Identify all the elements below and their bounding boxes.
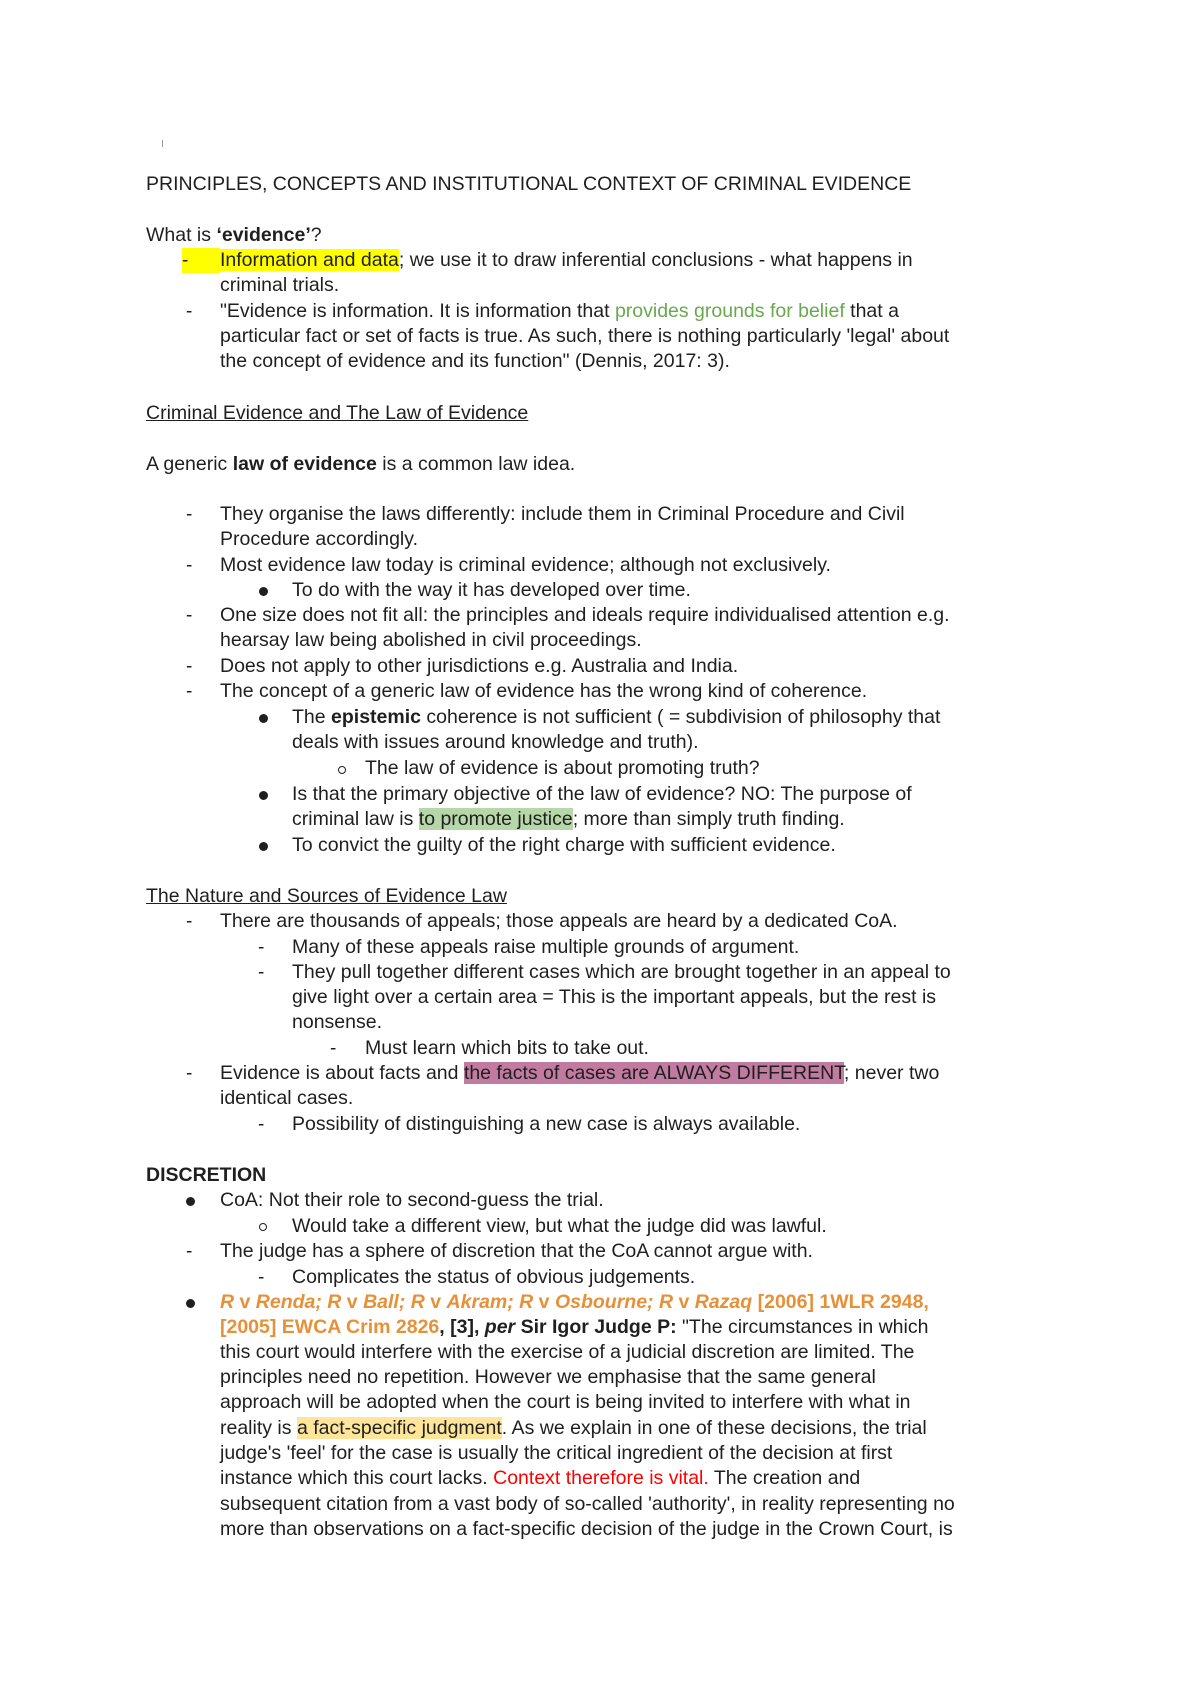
list-item: The concept of a generic law of evidence has the wrong kind of coherence. <box>220 680 868 702</box>
bullet-dash: - <box>186 656 193 677</box>
sub-list-item: Would take a different view, but what the judge did was lawful. <box>292 1215 827 1237</box>
quote-text: instance which this court lacks. <box>220 1467 494 1489</box>
bold-term: epistemic <box>331 706 421 728</box>
quote-text: . As we explain in one of these decisions, the trial <box>501 1417 927 1439</box>
bullet-dash: - <box>186 555 193 576</box>
paragraph <box>146 452 575 477</box>
question-term: ‘evidence’ <box>216 224 311 246</box>
list-item-continuation: the concept of evidence and its function" (Dennis, 2017: 3). <box>220 350 730 372</box>
case-name: Osbourne; <box>554 1291 659 1313</box>
bullet-dash: - <box>258 1114 265 1135</box>
margin-mark <box>162 140 163 147</box>
case-name: Razaq <box>694 1291 753 1313</box>
sub-list-item: To do with the way it has developed over time. <box>292 579 691 601</box>
list-item-continuation: identical cases. <box>220 1087 354 1109</box>
list-item <box>220 299 899 324</box>
section-heading: Criminal Evidence and The Law of Evidence <box>146 402 529 424</box>
quote-line <box>220 1466 860 1491</box>
paragraph-text: is a common law idea. <box>376 453 576 475</box>
document-title: PRINCIPLES, CONCEPTS AND INSTITUTIONAL CONTEXT OF CRIMINAL EVIDENCE <box>146 173 912 195</box>
quote-text: "The circumstances in which <box>676 1316 929 1338</box>
bullet-dash: - <box>186 911 193 932</box>
quote-line: more than observations on a fact-specific decision of the judge in the Crown Court, is <box>220 1518 953 1540</box>
case-name: Renda; <box>255 1291 328 1313</box>
sub-list-continuation: nonsense. <box>292 1011 382 1033</box>
paragraph-text: A generic <box>146 453 233 475</box>
paragraph-ref: , [3], <box>439 1316 485 1338</box>
list-item: One size does not fit all: the principles and ideals require individualised attention e.g. <box>220 604 950 626</box>
quote-line: approach will be adopted when the court is being invited to interfere with what in <box>220 1391 911 1413</box>
list-item-text: ; never two <box>843 1062 940 1084</box>
case-party: R <box>220 1291 235 1313</box>
bullet-dash: - <box>186 1063 193 1084</box>
list-item: Most evidence law today is criminal evidence; although not exclusively. <box>220 554 831 576</box>
sub-list-text: ; more than simply truth finding. <box>572 808 845 830</box>
case-versus: v <box>533 1291 555 1313</box>
highlight-yellow: Information and data <box>220 249 399 271</box>
highlight-orange: a fact-specific judgment <box>296 1417 502 1439</box>
sub-list-item: They pull together different cases which are brought together in an appeal to <box>292 961 951 983</box>
highlight-pink: the facts of cases are ALWAYS DIFFERENT <box>463 1062 844 1084</box>
list-item: They organise the laws differently: include them in Criminal Procedure and Civil <box>220 503 905 525</box>
case-name: Akram; <box>446 1291 520 1313</box>
bullet-dash: - <box>186 504 193 525</box>
list-item <box>220 248 913 273</box>
question-text: What is <box>146 224 217 246</box>
case-citation-line <box>220 1315 928 1340</box>
list-item-continuation: criminal trials. <box>220 274 340 296</box>
list-item-text: ; we use it to draw inferential conclusions - what happens in <box>398 249 913 271</box>
bullet-dot <box>259 587 268 596</box>
bullet-dot <box>259 791 268 800</box>
bullet-dot <box>186 1197 195 1206</box>
list-item: CoA: Not their role to second-guess the trial. <box>220 1189 604 1211</box>
case-versus: v <box>234 1291 256 1313</box>
bullet-dash: - <box>186 1241 193 1262</box>
case-versus: v <box>341 1291 364 1313</box>
question-mark: ? <box>310 224 322 246</box>
bullet-dash: - <box>182 248 220 273</box>
bullet-dot <box>186 1299 195 1308</box>
quote-line: judge's 'feel' for the case is usually the critical ingredient of the decision at first <box>220 1442 893 1464</box>
bullet-dash: - <box>258 937 265 958</box>
bullet-circle <box>259 1223 267 1231</box>
case-versus: v <box>673 1291 695 1313</box>
list-item: Does not apply to other jurisdictions e.g. Australia and India. <box>220 655 739 677</box>
sub-list-text: The <box>292 706 332 728</box>
list-item-continuation: particular fact or set of facts is true. As such, there is nothing particularly 'legal' about <box>220 325 950 347</box>
sub-sub-list-item: Must learn which bits to take out. <box>365 1037 649 1059</box>
list-item <box>220 1061 939 1086</box>
bullet-dash: - <box>186 605 193 626</box>
sub-sub-list-item: The law of evidence is about promoting truth? <box>365 757 760 779</box>
question-heading <box>146 223 322 248</box>
bullet-dot <box>259 842 268 851</box>
list-item: There are thousands of appeals; those appeals are heard by a dedicated CoA. <box>220 910 898 932</box>
quote-text: reality is <box>220 1417 297 1439</box>
sub-list-text: criminal law is <box>292 808 419 830</box>
case-name: Ball; <box>363 1291 411 1313</box>
sub-list-item: Is that the primary objective of the law of evidence? NO: The purpose of <box>292 783 912 805</box>
quote-text: The creation and <box>708 1467 861 1489</box>
quote-line <box>220 1416 927 1441</box>
sub-list-continuation <box>292 807 845 832</box>
section-heading: The Nature and Sources of Evidence Law <box>146 885 507 907</box>
bullet-dash: - <box>330 1038 337 1059</box>
quote-line: this court would interfere with the exercise of a judicial discretion are limited. The <box>220 1341 915 1363</box>
quote-line: principles need no repetition. However we emphasise that the same general <box>220 1366 876 1388</box>
case-citation-line <box>220 1290 929 1315</box>
bullet-dot <box>259 714 268 723</box>
bold-term: law of evidence <box>232 453 377 475</box>
bullet-dash: - <box>258 1267 265 1288</box>
sub-list-text: coherence is not sufficient ( = subdivision of philosophy that <box>421 706 941 728</box>
sub-list-continuation: deals with issues around knowledge and truth). <box>292 731 699 753</box>
list-item-continuation: hearsay law being abolished in civil proceedings. <box>220 629 642 651</box>
per-word: per <box>484 1316 516 1338</box>
judge-name: Sir Igor Judge P: <box>515 1316 677 1338</box>
case-party: R <box>327 1291 342 1313</box>
bullet-dash: - <box>258 962 265 983</box>
sub-list-continuation: give light over a certain area = This is the important appeals, but the rest is <box>292 986 937 1008</box>
case-party: R <box>410 1291 425 1313</box>
case-citation: [2005] EWCA Crim 2826 <box>220 1316 440 1338</box>
sub-list-item: Many of these appeals raise multiple grounds of argument. <box>292 936 800 958</box>
list-item: The judge has a sphere of discretion that the CoA cannot argue with. <box>220 1240 813 1262</box>
list-item-text: Evidence is about facts and <box>220 1062 464 1084</box>
green-text: provides grounds for belief <box>614 300 845 322</box>
case-party: R <box>658 1291 674 1313</box>
bullet-dash: - <box>186 681 193 702</box>
bullet-dash: - <box>186 301 193 322</box>
sub-list-item: Possibility of distinguishing a new case is always available. <box>292 1113 801 1135</box>
sub-list-item: Complicates the status of obvious judgements. <box>292 1266 696 1288</box>
case-party: R <box>519 1291 534 1313</box>
bullet-circle <box>338 766 346 774</box>
quote-line: subsequent citation from a vast body of so-called 'authority', in reality representing no <box>220 1493 955 1515</box>
case-versus: v <box>424 1291 447 1313</box>
red-text: Context therefore is vital. <box>493 1467 709 1489</box>
list-item-continuation: Procedure accordingly. <box>220 528 418 550</box>
case-citation: [2006] 1WLR 2948, <box>752 1291 929 1313</box>
sub-list-item <box>292 705 940 730</box>
highlight-green: to promote justice <box>418 808 573 830</box>
list-item-text: that a <box>844 300 899 322</box>
sub-list-item: To convict the guilty of the right charge with sufficient evidence. <box>292 834 836 856</box>
section-heading-bold: DISCRETION <box>146 1164 267 1186</box>
list-item-text: "Evidence is information. It is information that <box>220 300 615 322</box>
